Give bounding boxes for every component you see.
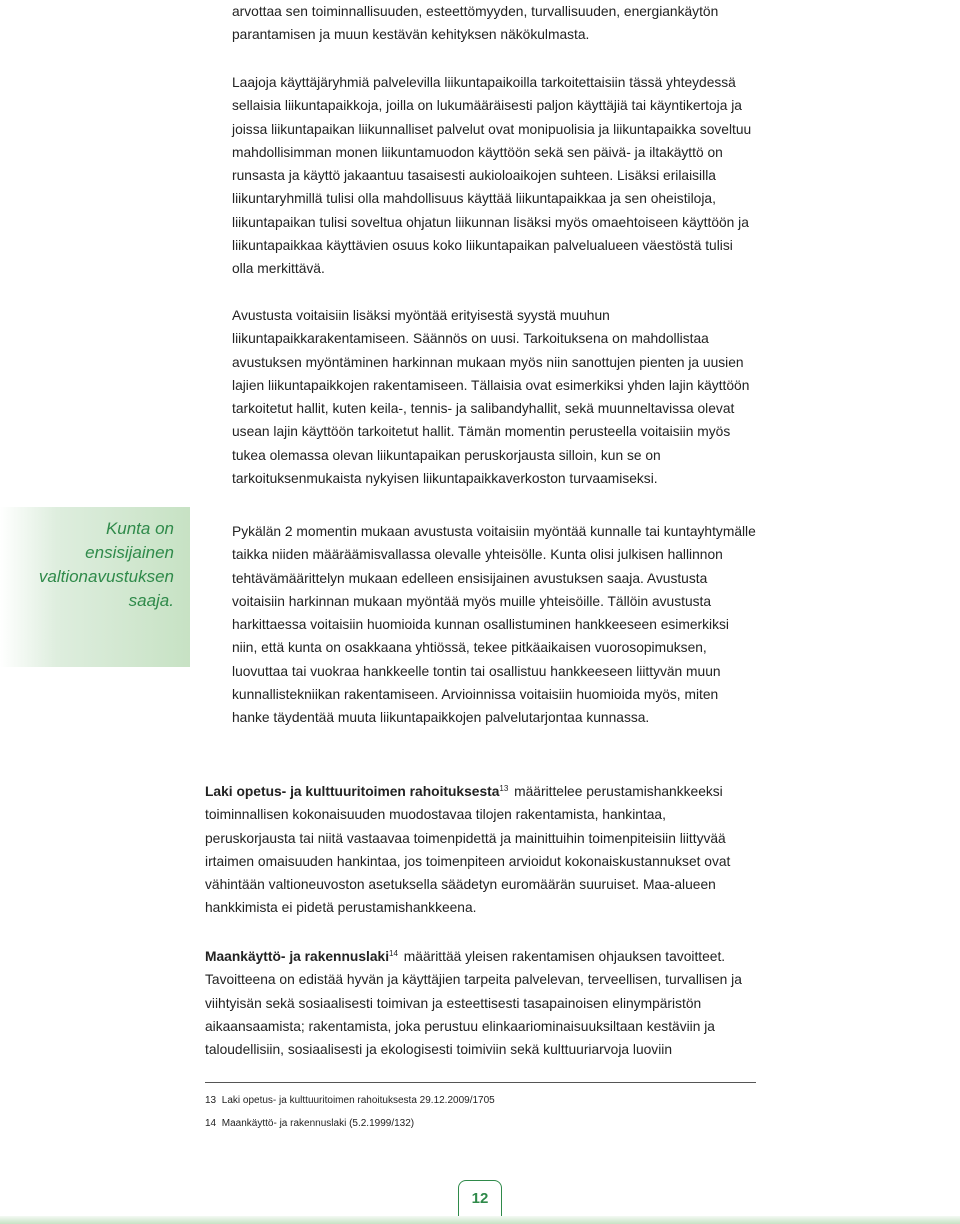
footnote-divider	[205, 1082, 756, 1083]
paragraph-user-groups: Laajoja käyttäjäryhmiä palvelevilla liikuntapaikoilla tarkoitettaisiin tässä yhteydessä sellaisia liikuntapaikkoja, joilla on lukumääräisesti paljon käyttäjiä tai käyntikertoja ja joissa liikuntapaikan liikunnalliset palvelut ovat monipuolisia ja liikuntapaikka soveltuu mahdollisimman monen liikuntamuodon käyttöön sekä sen päivä- ja iltakäyttö on runsasta ja käyttö jakaantuu tasaisesti aukioloaikojen suhteen. Lisäksi erilaisilla liikuntaryhmillä tulisi olla mahdollisuus käyttää liikuntapaikkaa ja sen oheistiloja, liikuntapaikan tulisi soveltua ohjatun liikunnan lisäksi myös omaehtoiseen käyttöön ja liikuntapaikkaa käyttävien osuus koko liikuntapaikan palvelualueen väestöstä tulisi olla merkittävä.	[232, 75, 752, 277]
footnote-number: 13	[205, 1095, 217, 1106]
footnote-text: Laki opetus- ja kulttuuritoimen rahoituksesta 29.12.2009/1705	[221, 1095, 495, 1106]
sidebar-quote: Kunta on ensisijainen valtionavustuksen saaja.	[38, 519, 174, 610]
page-number: 12	[471, 1190, 489, 1207]
paragraph-recipients: Pykälän 2 momentin mukaan avustusta voitaisiin myöntää kunnalle tai kuntayhtymälle taikka niiden määräämisvallassa olevalle yhteisölle. Kunta olisi julkisen hallinnon tehtävämäärittelyn mukaan edelleen ensisijainen avustuksen saaja. Avustusta voitaisiin harkinnan mukaan myöntää myös muille yhteisöille. Tällöin avustusta harkittaessa voitaisiin huomioida kunnan osallistuminen hankkeeseen esimerkiksi niin, että kunta on osakkaana yhtiössä, tekee pitkäaikaisen vuorosopimuksen, luovuttaa tai vuokraa hankkeelle tontin tai osallistuu hankkeeseen liittyvän muun kunnallistekniikan rakentamiseen. Arvioinnissa voitaisiin huomioida myös, miten hanke täydentää muuta liikuntapaikkojen palvelutarjontaa kunnassa.	[232, 524, 756, 726]
paragraph-land-use-law	[205, 945, 756, 1061]
page-footer-band	[0, 1216, 960, 1224]
footnote-13	[205, 1094, 495, 1108]
funding-law-title: Laki opetus- ja kulttuuritoimen rahoituksesta	[205, 784, 500, 799]
land-use-law-title: Maankäyttö- ja rakennuslaki	[205, 949, 390, 964]
paragraph-other-construction: Avustusta voitaisiin lisäksi myöntää erityisestä syystä muuhun liikuntapaikkarakentamiseen. Säännös on uusi. Tarkoituksena on mahdollistaa avustuksen myöntäminen harkinnan mukaan myös niin sanottujen pienten ja uusien lajien liikuntapaikkojen rakentamiseen. Tällaisia ovat esimerkiksi yhden lajin käyttöön tarkoitetut hallit, kuten keila-, tennis- ja salibandyhallit, sekä muunneltavissa olevat usean lajin käyttöön tarkoitetut hallit. Tämän momentin perusteella voitaisiin myös tukea olemassa olevan liikuntapaikan peruskorjausta silloin, kun se on tarkoituksenmukaista nykyisen liikuntapaikkaverkoston turvaamiseksi.	[232, 308, 750, 487]
footnote-number: 14	[205, 1118, 217, 1129]
paragraph-funding-law	[205, 780, 756, 920]
land-use-law-text: määrittää yleisen rakentamisen ohjauksen tavoitteet. Tavoitteena on edistää hyvän ja käyttäjien tarpeita palvelevan, terveellisen, turvallisen ja viihtyisän sekä sosiaalisesti toimivan ja esteettisesti tasapainoisen elinympäristön aikaansaamista; rakentamista, joka perustuu elinkaariominaisuuksiltaan kestäviin ja taloudellisiin, sosiaalisesti ja ekologisesti toimiviin sekä kulttuuriarvoja luoviin	[205, 949, 742, 1058]
footnote-14	[205, 1117, 414, 1131]
funding-law-text: määrittelee perustamishankkeeksi toiminnallisen kokonaisuuden muodostavaa tilojen rakentamista, hankintaa, peruskorjausta tai niitä vastaavaa toimenpidettä ja mainittuihin toimenpiteisiin liittyvää irtaimen omaisuuden hankintaa, jos toimenpiteen arvioidut kokonaiskustannukset ovat vähintään valtioneuvoston asetuksella säädetyn euromäärän suuruiset. Maa-alueen hankkimista ei pidetä perustamishankkeena.	[205, 784, 731, 916]
paragraph-intro-continuation: arvottaa sen toiminnallisuuden, esteettömyyden, turvallisuuden, energiankäytön parantamisen ja muun kestävän kehityksen näkökulmasta.	[232, 4, 719, 43]
footnote-ref-13[interactable]: 13	[499, 784, 509, 793]
sidebar-highlight	[0, 507, 190, 667]
page-number-tab	[458, 1180, 502, 1216]
footnote-text: Maankäyttö- ja rakennuslaki (5.2.1999/132)	[221, 1118, 415, 1129]
footnote-ref-14[interactable]: 14	[389, 949, 398, 958]
